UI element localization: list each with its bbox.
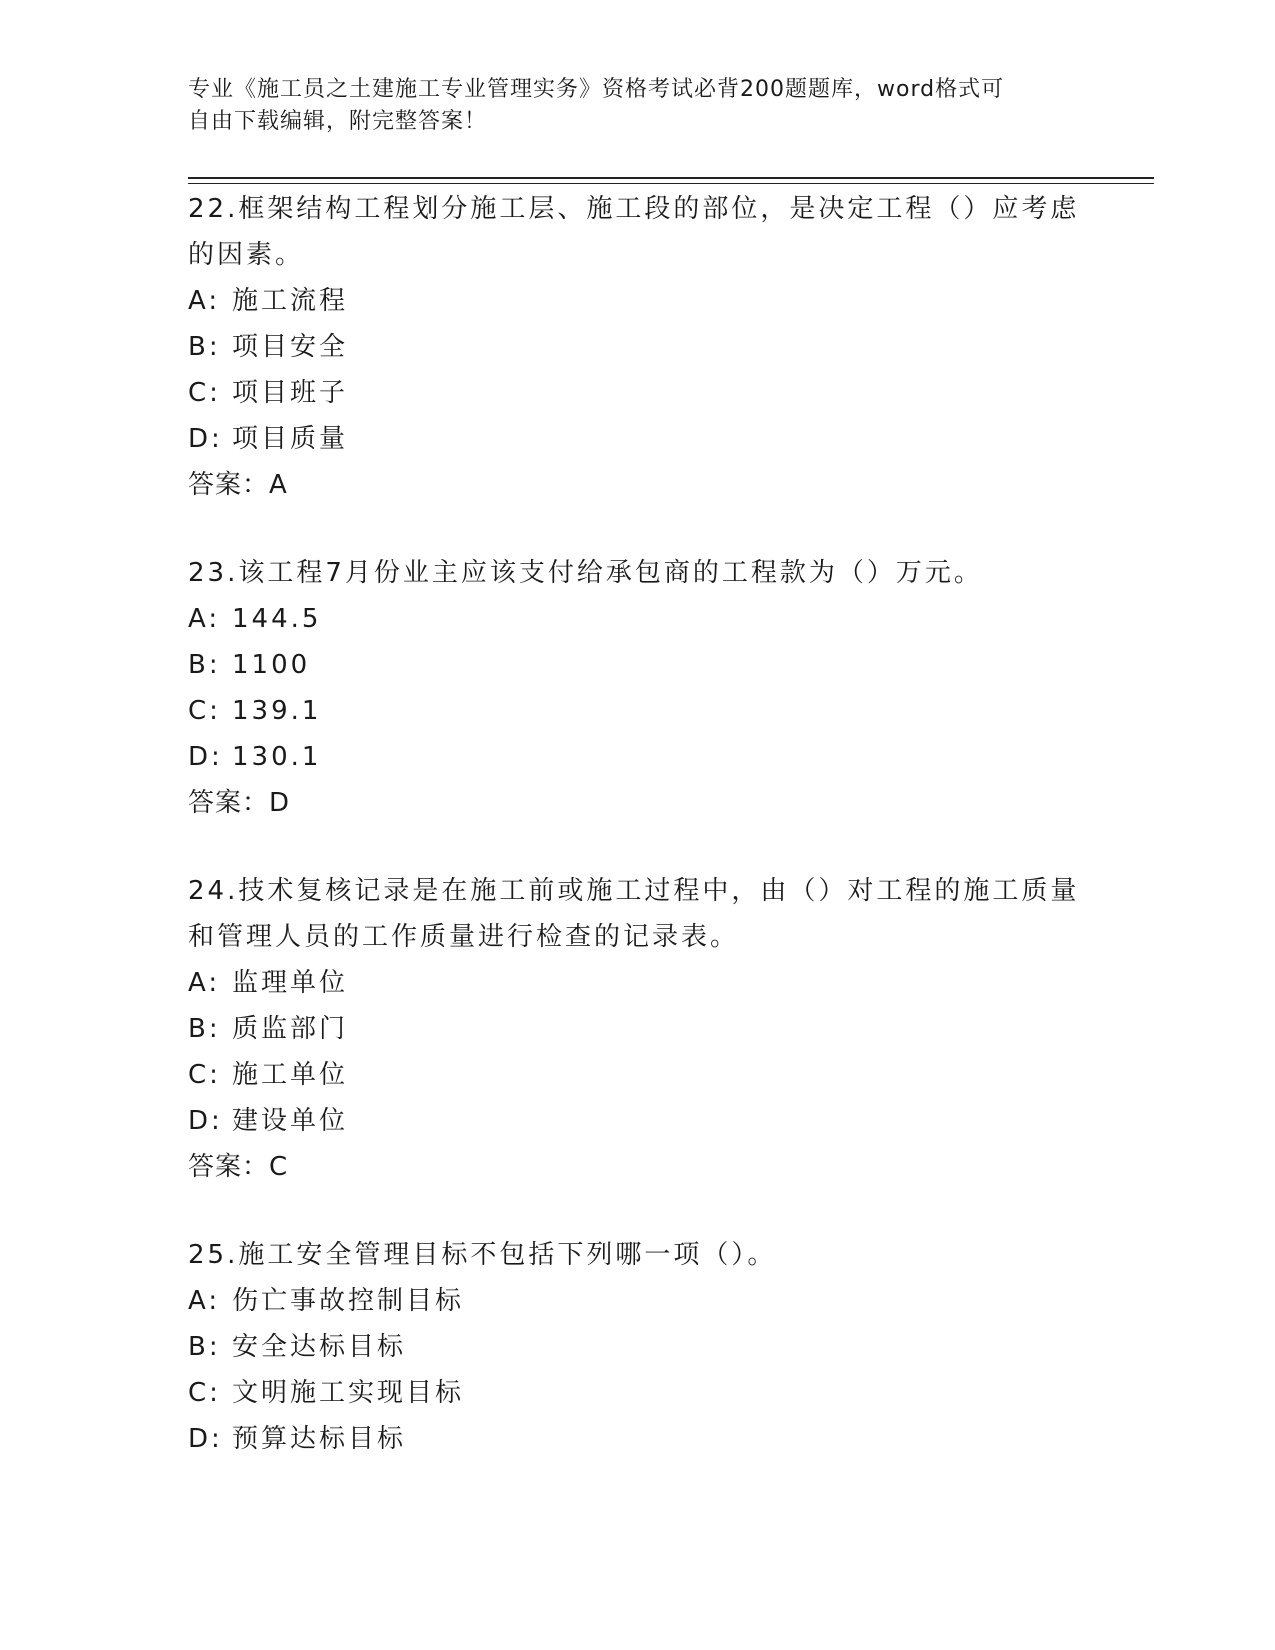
answer: 答案：A	[188, 470, 288, 500]
option-text: 施工流程	[232, 286, 349, 316]
option-text: 文明施工实现目标	[232, 1378, 465, 1408]
option-text: 监理单位	[232, 968, 349, 998]
option-d	[188, 1416, 1088, 1462]
option-text: 项目质量	[232, 424, 349, 454]
option-label: D:	[188, 742, 223, 772]
option-text: 建设单位	[232, 1106, 349, 1136]
header-divider-thin	[188, 183, 1154, 184]
question-23	[188, 550, 1088, 826]
option-c	[188, 370, 1088, 416]
option-text: 预算达标目标	[232, 1424, 407, 1454]
option-text: 施工单位	[232, 1060, 349, 1090]
option-label: B:	[188, 1332, 221, 1362]
option-text: 144.5	[232, 604, 322, 634]
option-c	[188, 688, 1088, 734]
option-b	[188, 1006, 1088, 1052]
header-divider-thick	[188, 177, 1154, 179]
option-b	[188, 1324, 1088, 1370]
option-label: B:	[188, 650, 221, 680]
header-line-2: 自由下载编辑，附完整答案！	[188, 109, 488, 134]
option-a	[188, 596, 1088, 642]
option-label: A:	[188, 604, 221, 634]
question-stem: 23.该工程7月份业主应该支付给承包商的工程款为（）万元。	[188, 558, 983, 588]
option-label: C:	[188, 1060, 221, 1090]
option-label: C:	[188, 1378, 221, 1408]
option-text: 项目安全	[232, 332, 349, 362]
option-label: C:	[188, 696, 221, 726]
header-line-1: 专业《施工员之土建施工专业管理实务》资格考试必背200题题库，word格式可	[188, 77, 1005, 102]
option-d	[188, 416, 1088, 462]
option-d	[188, 1098, 1088, 1144]
option-a	[188, 960, 1088, 1006]
option-c	[188, 1052, 1088, 1098]
option-text: 伤亡事故控制目标	[232, 1286, 465, 1316]
option-c	[188, 1370, 1088, 1416]
option-label: A:	[188, 286, 221, 316]
option-label: D:	[188, 1424, 223, 1454]
answer: 答案：D	[188, 788, 291, 818]
option-text: 项目班子	[232, 378, 349, 408]
document-header	[188, 74, 1088, 138]
option-b	[188, 642, 1088, 688]
option-text: 139.1	[232, 696, 322, 726]
option-b	[188, 324, 1088, 370]
question-24	[188, 868, 1088, 1190]
question-25	[188, 1232, 1088, 1462]
question-stem: 22.框架结构工程划分施工层、施工段的部位，是决定工程（）应考虑的因素。	[188, 194, 1080, 270]
option-text: 安全达标目标	[232, 1332, 407, 1362]
option-label: B:	[188, 1014, 221, 1044]
option-text: 质监部门	[232, 1014, 349, 1044]
option-label: B:	[188, 332, 221, 362]
option-a	[188, 1278, 1088, 1324]
option-a	[188, 278, 1088, 324]
option-label: C:	[188, 378, 221, 408]
question-22	[188, 186, 1088, 508]
option-label: A:	[188, 968, 221, 998]
option-text: 130.1	[232, 742, 322, 772]
option-label: D:	[188, 1106, 223, 1136]
answer: 答案：C	[188, 1152, 289, 1182]
question-stem: 24.技术复核记录是在施工前或施工过程中，由（）对工程的施工质量和管理人员的工作质量进行检查的记录表。	[188, 876, 1080, 952]
question-stem: 25.施工安全管理目标不包括下列哪一项（）。	[188, 1240, 777, 1270]
option-label: A:	[188, 1286, 221, 1316]
option-label: D:	[188, 424, 223, 454]
option-text: 1100	[232, 650, 311, 680]
option-d	[188, 734, 1088, 780]
question-list	[188, 186, 1088, 1462]
